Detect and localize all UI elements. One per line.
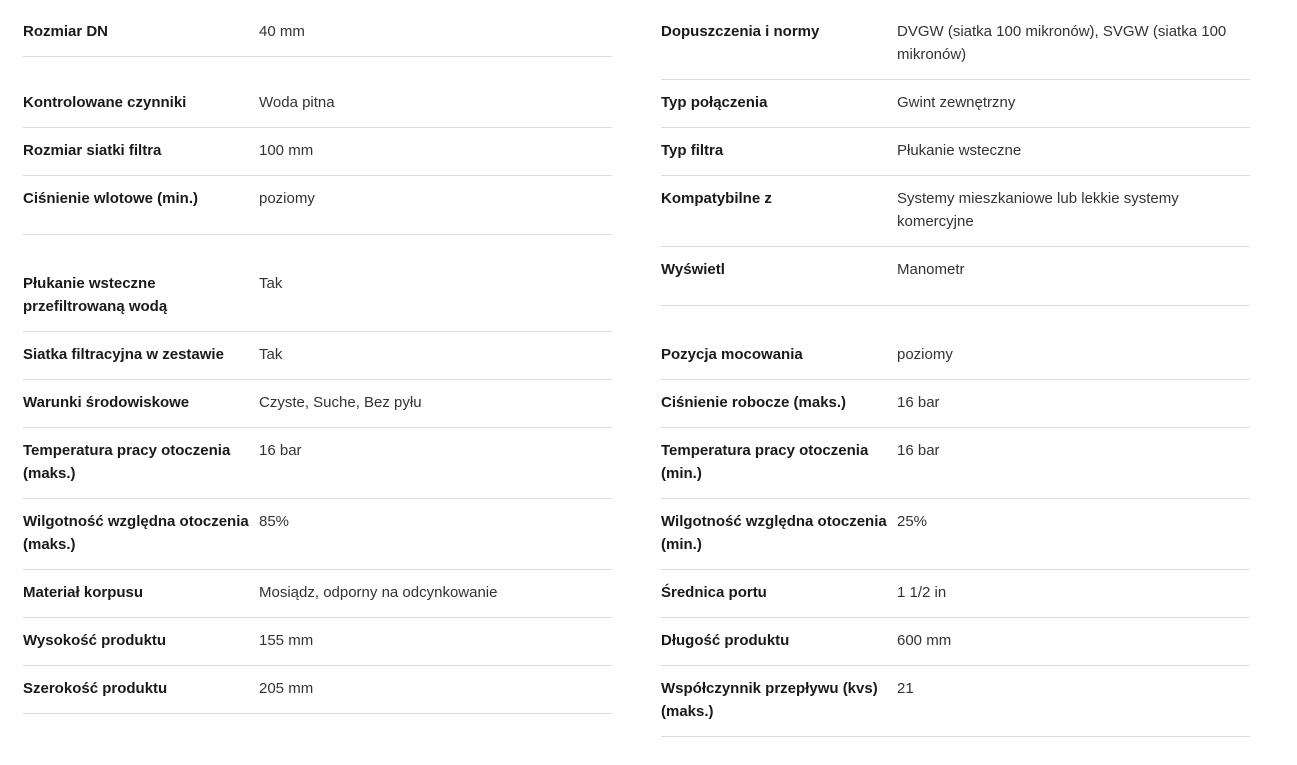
spec-row (23, 235, 612, 332)
spec-row (661, 499, 1250, 570)
spec-label: Warunki środowiskowe (23, 394, 190, 411)
spec-value: DVGW (siatka 100 mikronów), SVGW (siatka 100 mikronów) (897, 23, 1227, 63)
spec-value: 21 (897, 680, 914, 697)
spec-row (23, 128, 612, 176)
spec-label: Długość produktu (661, 632, 790, 649)
spec-value: Tak (259, 275, 283, 292)
spec-value: 16 bar (897, 442, 940, 459)
spec-label: Temperatura pracy otoczenia (min.) (661, 442, 869, 482)
spec-row (661, 618, 1250, 666)
spec-label: Typ połączenia (661, 94, 768, 111)
spec-value: 16 bar (897, 394, 940, 411)
spec-label: Szerokość produktu (23, 680, 168, 697)
spec-value: Tak (259, 346, 283, 363)
spec-label: Ciśnienie robocze (maks.) (661, 394, 847, 411)
spec-value: 40 mm (259, 23, 305, 40)
spec-value: 25% (897, 513, 928, 530)
spec-column-right (661, 9, 1250, 737)
spec-label: Współczynnik przepływu (kvs) (maks.) (661, 680, 878, 720)
spec-column-left (23, 9, 612, 714)
spec-row (23, 332, 612, 380)
spec-label: Materiał korpusu (23, 584, 144, 601)
spec-value: 600 mm (897, 632, 952, 649)
spec-row (23, 618, 612, 666)
spec-label: Płukanie wsteczne przefiltrowaną wodą (23, 275, 168, 315)
spec-row (661, 9, 1250, 80)
spec-value: 155 mm (259, 632, 314, 649)
spec-value: Gwint zewnętrzny (897, 94, 1016, 111)
spec-label: Wyświetl (661, 261, 725, 278)
spec-value: 85% (259, 513, 290, 530)
spec-row (23, 9, 612, 57)
spec-value: poziomy (897, 346, 953, 363)
spec-value: 16 bar (259, 442, 302, 459)
spec-label: Ciśnienie wlotowe (min.) (23, 190, 199, 207)
spec-value: 205 mm (259, 680, 314, 697)
spec-row (661, 380, 1250, 428)
spec-label: Średnica portu (661, 584, 767, 601)
spec-row (661, 306, 1250, 380)
spec-label: Kontrolowane czynniki (23, 94, 187, 111)
spec-label: Dopuszczenia i normy (661, 23, 820, 40)
spec-label: Rozmiar siatki filtra (23, 142, 162, 159)
spec-row (23, 666, 612, 714)
spec-value: Manometr (897, 261, 965, 278)
spec-value: 1 1/2 in (897, 584, 947, 601)
spec-label: Temperatura pracy otoczenia (maks.) (23, 442, 231, 482)
spec-row (661, 666, 1250, 737)
spec-row (23, 57, 612, 128)
spec-label: Wilgotność względna otoczenia (min.) (661, 513, 887, 553)
spec-row (23, 570, 612, 618)
spec-label: Kompatybilne z (661, 190, 772, 207)
spec-label: Siatka filtracyjna w zestawie (23, 346, 224, 363)
spec-value: Systemy mieszkaniowe lub lekkie systemy komercyjne (897, 190, 1179, 230)
spec-value: Czyste, Suche, Bez pyłu (259, 394, 422, 411)
spec-value: Mosiądz, odporny na odcynkowanie (259, 584, 498, 601)
spec-value: poziomy (259, 190, 315, 207)
spec-value: Woda pitna (259, 94, 335, 111)
spec-value: Płukanie wsteczne (897, 142, 1022, 159)
spec-label: Typ filtra (661, 142, 724, 159)
spec-row (661, 247, 1250, 306)
spec-value: 100 mm (259, 142, 314, 159)
spec-row (661, 128, 1250, 176)
spec-row (661, 80, 1250, 128)
spec-row (661, 176, 1250, 247)
spec-row (23, 428, 612, 499)
spec-row (23, 176, 612, 235)
spec-label: Pozycja mocowania (661, 346, 803, 363)
spec-label: Wilgotność względna otoczenia (maks.) (23, 513, 249, 553)
spec-label: Rozmiar DN (23, 23, 109, 40)
spec-row (23, 499, 612, 570)
spec-label: Wysokość produktu (23, 632, 167, 649)
spec-row (23, 380, 612, 428)
spec-row (661, 570, 1250, 618)
spec-row (661, 428, 1250, 499)
